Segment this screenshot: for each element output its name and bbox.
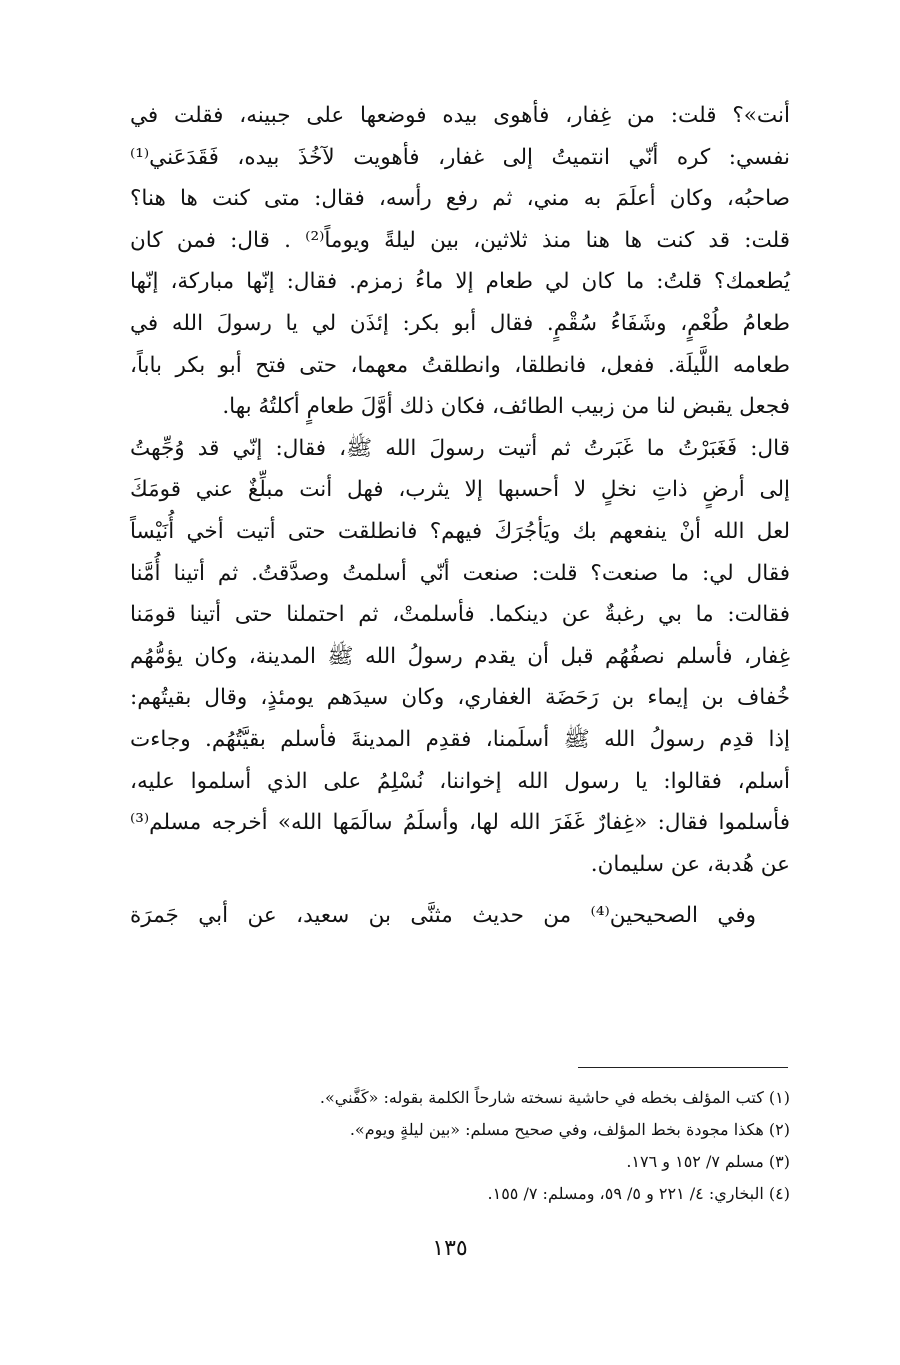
main-text (130, 95, 790, 937)
text-line: صاحبُه، وكان أعلَمَ به مني، ثم رفع رأسه، فقال: متى كنت ها هنا؟ (130, 186, 790, 212)
footnotes (150, 1082, 790, 1210)
text-line: فجعل يقبض لنا من زبيب الطائف، فكان ذلك أوَّلَ طعامٍ أكلتُهُ بها. (222, 394, 790, 420)
text-line: أنت»؟ قلت: من غِفار، فأهوى بيده فوضعها على جبينه، فقلت في (130, 103, 790, 128)
text-line: قال: فَغَبَرْتُ ما غَبَرتُ ثم أتيت رسولَ الله ﷺ، فقال: إنّي قد وُجِّهتُ (130, 435, 790, 461)
footnote: (٤) البخاري: ٤/ ٢٢١ و ٥/ ٥٩، ومسلم: ٧/ ١٥٥. (487, 1184, 790, 1203)
text-line: عن هُدبة، عن سليمان. (590, 851, 790, 877)
text-line: قلت: قد كنت ها هنا منذ ثلاثين، بين ليلةً ويوماً⁽²⁾ . قال: فمن كان (130, 227, 790, 253)
page-number: ١٣٥ (432, 1236, 468, 1261)
text-line: طعامه اللَّيلَة. ففعل، فانطلقا، وانطلقتُ معهما، حتى فتح أبو بكر باباً، (130, 352, 790, 378)
text-line-paragraph-start: وفي الصحيحين⁽⁴⁾ من حديث مثنَّى بن سعيد، عن أبي جَمرَة (130, 903, 756, 929)
text-line: نفسي: كره أنّي انتميتُ إلى غفار، فأهويت لآخُذَ بيده، فَقَدَعَني⁽¹⁾ (130, 144, 790, 170)
text-line: غِفار، فأسلم نصفُهُم قبل أن يقدم رسولُ الله ﷺ المدينة، وكان يؤمُّهُم (130, 643, 790, 669)
text-line: إلى أرضٍ ذاتِ نخلٍ لا أحسبها إلا يثرب، فهل أنت مبلِّغٌ عني قومَكَ (130, 477, 790, 503)
text-line: طعامُ طُعْمٍ، وشَفَاءُ سُقْمٍ. فقال أبو بكر: إئذَن لي يا رسولَ الله في (130, 310, 790, 336)
text-line: يُطعمك؟ قلتُ: ما كان لي طعام إلا ماءُ زمزم. فقال: إنّها مباركة، إنّها (130, 269, 790, 295)
footnote: (١) كتب المؤلف بخطه في حاشية نسخته شارحاً الكلمة بقوله: «كَفَّني». (319, 1088, 790, 1107)
footnote: (٢) هكذا مجودة بخط المؤلف، وفي صحيح مسلم: «بين ليلةٍ ويوم». (349, 1120, 790, 1139)
text-line: خُفاف بن إيماء بن رَحَضَة الغفاري، وكان سيدَهم يومئذٍ، وقال بقيتُهم: (130, 685, 790, 711)
footnote: (٣) مسلم ٧/ ١٥٢ و ١٧٦. (626, 1152, 790, 1171)
text-line: فقال لي: ما صنعت؟ قلت: صنعت أنّي أسلمتُ وصدَّقتُ. ثم أتينا أُمَّنا (130, 560, 790, 586)
footnote-separator (578, 1067, 788, 1068)
text-line: لعل الله أنْ ينفعهم بك ويَأجُرَكَ فيهم؟ فانطلقت حتى أتيت أخي أُنَيْساً (130, 518, 790, 544)
text-line: أسلم، فقالوا: يا رسول الله إخواننا، نُسْلِمُ على الذي أسلموا عليه، (130, 768, 790, 794)
text-line: إذا قدِم رسولُ الله ﷺ أسلَمنا، فقدِم المدينةَ فأسلم بقيَّتُهُم. وجاءت (130, 726, 790, 752)
text-line: فأسلموا فقال: «غِفارٌ غَفَرَ الله لها، وأسلَمُ سالَمَها الله» أخرجه مسلم⁽³⁾ (130, 810, 790, 836)
text-line: فقالت: ما بي رغبةٌ عن دينكما. فأسلمتْ، ثم احتملنا حتى أتينا قومَنا (130, 602, 790, 628)
